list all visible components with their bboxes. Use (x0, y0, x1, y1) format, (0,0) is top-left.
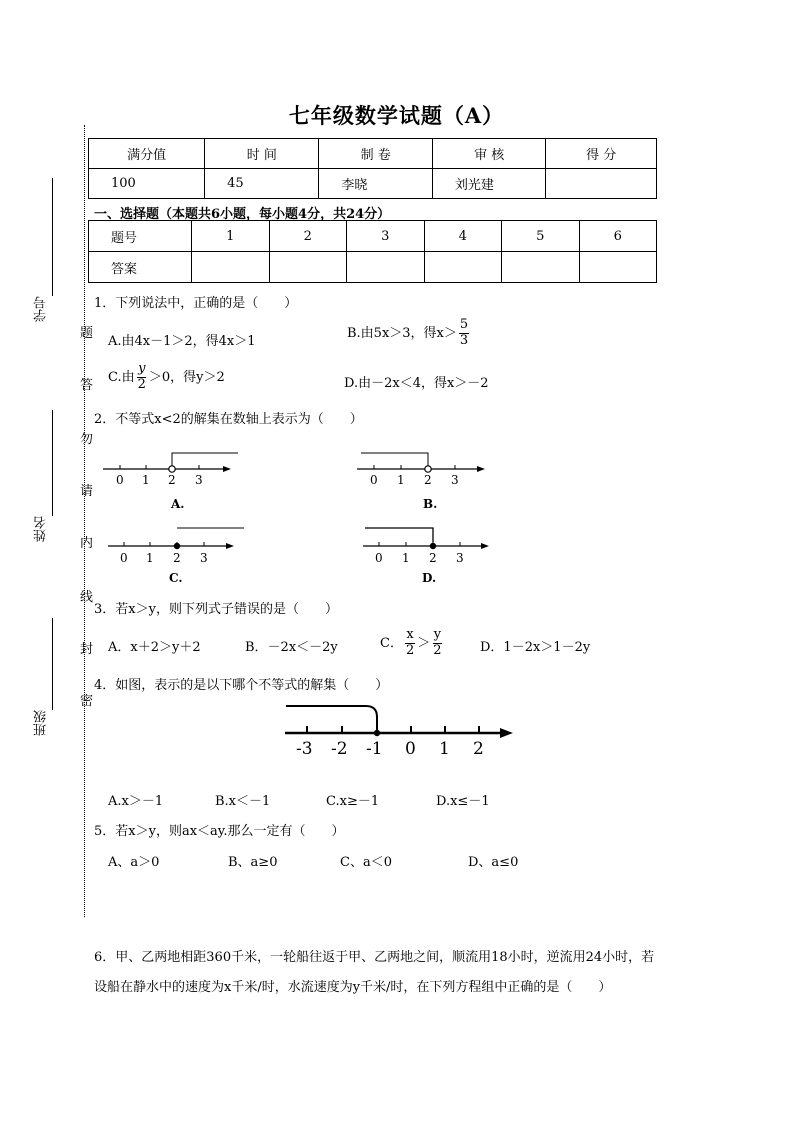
answer-label: 答案 (89, 252, 192, 283)
q3-c-denominator-2: 2 (433, 642, 442, 658)
tick-label: -2 (331, 739, 348, 759)
tick-label: 3 (200, 551, 208, 565)
question-number-label: 题号 (89, 221, 192, 252)
value-reviewer: 刘光建 (432, 169, 545, 199)
tick-label: 3 (456, 551, 464, 565)
tick-label: 2 (473, 739, 484, 759)
q2-stem: 2．不等式x<2的解集在数轴上表示为（ ） (94, 412, 363, 427)
q5-option-c: C、a＜0 (340, 855, 392, 870)
student-id-label: 学号 (34, 296, 49, 322)
page-title: 七年级数学试题（A） (288, 103, 505, 128)
info-table (88, 138, 657, 199)
warning-char: 请 (80, 484, 94, 499)
answer-cell[interactable] (347, 252, 425, 283)
q1-option-c-suffix: ＞0，得y＞2 (148, 369, 225, 385)
section-heading: 一、选择题（本题共6小题，每小题4分，共24分） (94, 207, 391, 222)
warning-char: 勿 (80, 432, 94, 447)
q4-option-d: D.x≤－1 (436, 794, 490, 809)
answer-cell[interactable] (579, 252, 657, 283)
tick-label: 3 (451, 473, 459, 487)
q1-stem: 1．下列说法中，正确的是（ ） (94, 296, 298, 311)
q1-option-c-prefix: C.由 (108, 369, 135, 385)
tick-label: 2 (429, 551, 437, 565)
header-author: 制 卷 (319, 139, 432, 169)
q5-option-b: B、a≥0 (228, 855, 278, 870)
warning-char: 线 (80, 590, 94, 605)
value-score-cell[interactable] (546, 169, 657, 199)
q3-stem: 3．若x＞y，则下列式子错误的是（ ） (94, 602, 338, 617)
q2-option-d-number-line (358, 520, 498, 590)
value-full-score: 100 (89, 169, 205, 199)
q1-b-denominator: 3 (459, 332, 469, 348)
header-reviewer: 审 核 (432, 139, 545, 169)
tick-label: 1 (439, 739, 450, 759)
header-score: 得 分 (546, 139, 657, 169)
answer-cell[interactable] (192, 252, 270, 283)
q4-number-line (280, 700, 520, 762)
tick-label: 1 (142, 473, 150, 487)
tick-label: 2 (173, 551, 181, 565)
warning-char: 内 (80, 536, 94, 551)
binding-dotted-line (84, 125, 85, 917)
warning-char: 题 (80, 326, 94, 341)
q6-line-2: 设船在静水中的速度为x千米/时，水流速度为y千米/时，在下列方程组中正确的是（ ） (94, 980, 612, 995)
header-full-score: 满分值 (89, 139, 205, 169)
warning-char: 答 (80, 378, 94, 393)
tick-label: 1 (397, 473, 405, 487)
q5-option-d: D、a≤0 (468, 855, 519, 870)
tick-label: 1 (402, 551, 410, 565)
q3-option-c (380, 628, 445, 659)
q1-c-numerator: y (138, 361, 146, 376)
q3-option-d: D．1－2x＞1－2y (480, 640, 591, 655)
q3-option-a: A．x＋2＞y＋2 (108, 640, 201, 655)
question-number: 2 (269, 221, 347, 252)
q3-option-b: B．－2x＜－2y (245, 640, 338, 655)
class-label: 班级 (34, 710, 49, 736)
q4-option-b: B.x＜－1 (215, 794, 271, 809)
answer-table (88, 220, 657, 283)
tick-label: 0 (405, 739, 416, 759)
q1-c-denominator: 2 (137, 376, 146, 392)
q1-option-b-text: B.由5x＞3，得x＞ (347, 325, 457, 341)
question-number: 6 (579, 221, 657, 252)
name-label: 姓名 (34, 516, 49, 542)
question-number: 4 (424, 221, 502, 252)
q2-option-b-number-line (355, 446, 495, 516)
q4-stem: 4．如图，表示的是以下哪个不等式的解集（ ） (94, 678, 389, 693)
tick-label: 0 (370, 473, 378, 487)
tick-label: 0 (375, 551, 383, 565)
tick-label: 3 (195, 473, 203, 487)
q5-option-a: A、a＞0 (108, 855, 160, 870)
q3-c-denominator-1: 2 (405, 642, 415, 658)
option-label: A. (171, 497, 185, 511)
q1-option-d: D.由－2x＜4，得x＞－2 (344, 376, 489, 391)
q1-b-numerator: 5 (459, 317, 469, 332)
tick-label: 0 (120, 551, 128, 565)
q3-c-numerator-2: y (433, 627, 442, 642)
q4-option-c: C.x≥－1 (326, 794, 380, 809)
q5-stem: 5．若x＞y，则ax＜ay.那么一定有（ ） (94, 824, 345, 839)
tick-label: -1 (366, 739, 383, 759)
tick-label: 2 (424, 473, 432, 487)
q3-c-operator: ＞ (417, 635, 431, 651)
answer-cell[interactable] (424, 252, 502, 283)
header-time: 时 间 (205, 139, 319, 169)
q2-option-c-number-line (100, 520, 250, 590)
warning-char: 封 (80, 642, 94, 657)
q4-option-a: A.x＞－1 (108, 794, 164, 809)
option-label: B. (423, 497, 438, 511)
q6-line-1: 6．甲、乙两地相距360千米，一轮船往返于甲、乙两地之间，顺流用18小时，逆流用24小时，若 (94, 950, 655, 965)
student-id-line (52, 178, 53, 296)
q3-option-c-prefix: C． (380, 635, 403, 651)
option-label: D. (422, 571, 437, 585)
answer-cell[interactable] (269, 252, 347, 283)
question-number: 1 (192, 221, 270, 252)
answer-cell[interactable] (502, 252, 580, 283)
tick-label: 2 (168, 473, 176, 487)
name-line (52, 410, 53, 516)
value-time: 45 (205, 169, 319, 199)
tick-label: 1 (146, 551, 154, 565)
question-number: 5 (502, 221, 580, 252)
q3-c-numerator-1: x (406, 627, 414, 642)
tick-label: -3 (296, 739, 313, 759)
q1-option-c (108, 362, 225, 393)
class-line (52, 618, 53, 710)
warning-char: 密 (80, 694, 94, 709)
q1-option-a: A.由4x－1＞2，得4x＞1 (108, 334, 256, 349)
tick-label: 0 (116, 473, 124, 487)
q2-option-a-number-line (95, 446, 245, 516)
value-author: 李晓 (319, 169, 432, 199)
question-number: 3 (347, 221, 425, 252)
option-label: C. (169, 571, 183, 585)
q1-option-b (347, 318, 471, 349)
